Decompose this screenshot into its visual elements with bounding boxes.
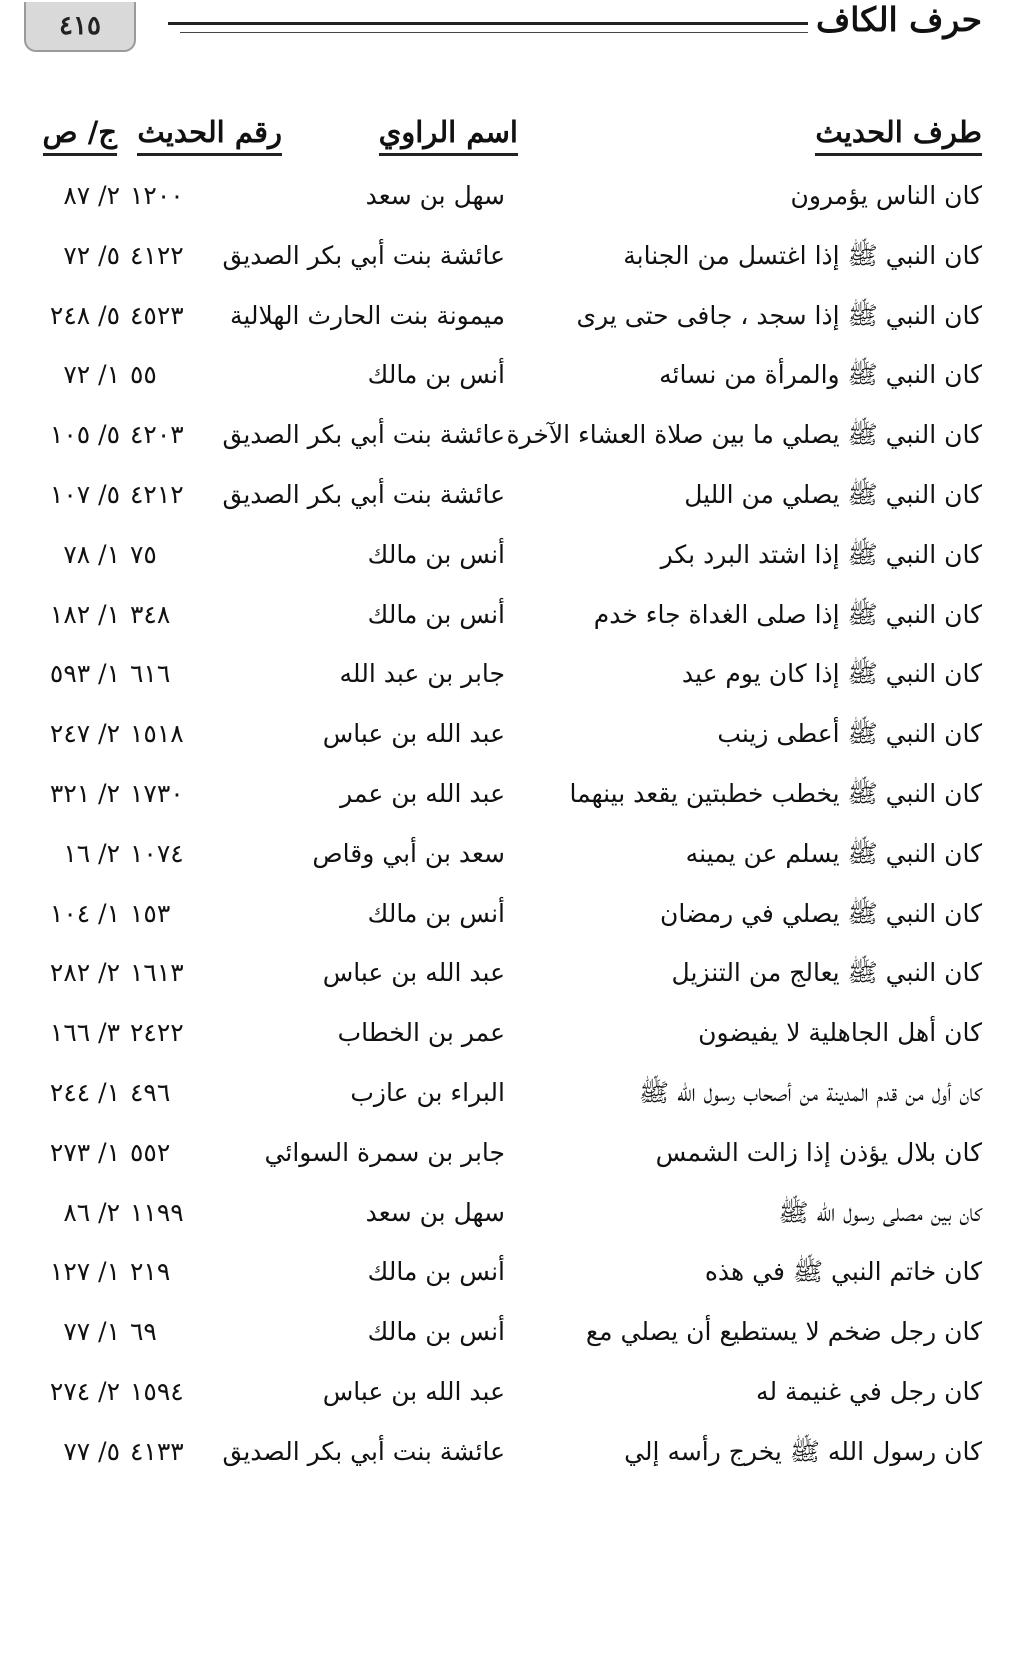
hadith-text: كان النبي ﷺ يعالج من التنزيل — [671, 958, 982, 988]
table-row — [0, 226, 1010, 286]
volume-page-ref: ٥/ ٢٤٨ — [49, 300, 120, 330]
table-row — [0, 525, 1010, 585]
chapter-title: حرف الكاف — [815, 0, 982, 39]
hadith-text: كان أهل الجاهلية لا يفيضون — [698, 1018, 982, 1048]
narrator-name: أنس بن مالك — [367, 539, 505, 569]
hadith-text: كان رجل في غنيمة له — [756, 1376, 982, 1406]
hadith-text: كان بين مصلى رسول الله ﷺ — [778, 1197, 982, 1227]
narrator-name: عائشة بنت أبي بكر الصديق — [222, 1436, 505, 1466]
table-row — [0, 704, 1010, 764]
page-number-badge — [24, 2, 136, 52]
hadith-number: ١٧٣٠ — [130, 778, 184, 808]
hadith-text: كان بلال يؤذن إذا زالت الشمس — [655, 1137, 982, 1167]
hadith-text: كان رجل ضخم لا يستطيع أن يصلي مع — [585, 1317, 982, 1347]
volume-page-ref: ٥/ ٧٢ — [63, 240, 120, 270]
volume-page-ref: ١/ ١٨٢ — [49, 599, 120, 629]
narrator-name: ميمونة بنت الحارث الهلالية — [229, 300, 505, 330]
table-row — [0, 644, 1010, 704]
volume-page-ref: ٢/ ٢٤٧ — [49, 719, 120, 749]
volume-page-ref: ٢/ ١٦ — [63, 838, 120, 868]
hadith-text: كان النبي ﷺ إذا اغتسل من الجنابة — [623, 240, 982, 270]
volume-page-ref: ٢/ ٢٨٢ — [49, 958, 120, 988]
hadith-number: ٥٥٢ — [130, 1137, 171, 1167]
hadith-number: ٤٥٢٣ — [130, 300, 184, 330]
hadith-text: كان النبي ﷺ إذا سجد ، جافى حتى يرى — [576, 300, 982, 330]
hadith-number: ٤٩٦ — [130, 1077, 171, 1107]
hadith-number: ١٠٧٤ — [130, 838, 184, 868]
narrator-name: عائشة بنت أبي بكر الصديق — [222, 479, 505, 509]
hadith-index-table — [0, 166, 1010, 1482]
volume-page-ref: ٢/ ٨٦ — [63, 1197, 120, 1227]
table-row — [0, 286, 1010, 346]
narrator-name: أنس بن مالك — [367, 360, 505, 390]
hadith-number: ٤٢١٢ — [130, 479, 184, 509]
hadith-number: ٢١٩ — [130, 1257, 171, 1287]
table-row — [0, 1123, 1010, 1183]
table-row — [0, 465, 1010, 525]
hadith-number: ١٥٩٤ — [130, 1376, 184, 1406]
narrator-name: البراء بن عازب — [350, 1077, 505, 1107]
volume-page-ref: ١/ ١٠٤ — [49, 898, 120, 928]
header-rule-thin — [180, 32, 808, 33]
volume-page-ref: ١/ ٥٩٣ — [49, 659, 120, 689]
hadith-number: ٧٥ — [130, 539, 157, 569]
table-row — [0, 943, 1010, 1003]
narrator-name: عبد الله بن عباس — [322, 958, 505, 988]
volume-page-ref: ٢/ ٢٧٤ — [49, 1376, 120, 1406]
volume-page-ref: ١/ ٢٧٣ — [49, 1137, 120, 1167]
hadith-number: ٥٥ — [130, 360, 157, 390]
narrator-name: جابر بن عبد الله — [339, 659, 505, 689]
table-row — [0, 884, 1010, 944]
narrator-name: عمر بن الخطاب — [337, 1018, 505, 1048]
column-header-ref: ج/ ص — [43, 115, 117, 156]
hadith-text: كان النبي ﷺ يخطب خطبتين يقعد بينهما — [569, 778, 982, 808]
hadith-number: ٤٢٠٣ — [130, 420, 184, 450]
table-row — [0, 1242, 1010, 1302]
narrator-name: سهل بن سعد — [365, 1197, 505, 1227]
table-row — [0, 166, 1010, 226]
column-header-number: رقم الحديث — [137, 115, 282, 156]
table-row — [0, 1302, 1010, 1362]
table-row — [0, 585, 1010, 645]
narrator-name: عبد الله بن عباس — [322, 1376, 505, 1406]
hadith-number: ١٥١٨ — [130, 719, 184, 749]
header-rule — [168, 22, 808, 25]
volume-page-ref: ١/ ٢٤٤ — [49, 1077, 120, 1107]
table-row — [0, 1422, 1010, 1482]
page-number: ٤١٥ — [59, 11, 101, 41]
table-row — [0, 824, 1010, 884]
hadith-text: كان النبي ﷺ والمرأة من نسائه — [659, 360, 982, 390]
narrator-name: أنس بن مالك — [367, 1317, 505, 1347]
volume-page-ref: ٢/ ٣٢١ — [49, 778, 120, 808]
volume-page-ref: ١/ ٧٢ — [63, 360, 120, 390]
hadith-number: ٢٤٢٢ — [130, 1018, 184, 1048]
table-row — [0, 1362, 1010, 1422]
hadith-number: ٦١٦ — [130, 659, 171, 689]
table-row — [0, 405, 1010, 465]
table-row — [0, 1063, 1010, 1123]
hadith-number: ٤١٣٣ — [130, 1436, 184, 1466]
volume-page-ref: ٢/ ٨٧ — [63, 181, 120, 210]
hadith-number: ١٦١٣ — [130, 958, 184, 988]
hadith-text: كان خاتم النبي ﷺ في هذه — [704, 1257, 982, 1287]
volume-page-ref: ١/ ٧٨ — [63, 539, 120, 569]
hadith-text: كان النبي ﷺ يصلي من الليل — [684, 479, 982, 509]
narrator-name: عبد الله بن عباس — [322, 719, 505, 749]
column-header-narrator: اسم الراوي — [379, 115, 518, 156]
narrator-name: عبد الله بن عمر — [340, 778, 505, 808]
hadith-number: ١٥٣ — [130, 898, 171, 928]
hadith-text: كان الناس يؤمرون — [790, 181, 982, 210]
table-header — [0, 96, 1010, 162]
volume-page-ref: ٥/ ٧٧ — [63, 1436, 120, 1466]
narrator-name: عائشة بنت أبي بكر الصديق — [222, 420, 505, 450]
narrator-name: عائشة بنت أبي بكر الصديق — [222, 240, 505, 270]
narrator-name: سهل بن سعد — [365, 181, 505, 210]
volume-page-ref: ٣/ ١٦٦ — [49, 1018, 120, 1048]
hadith-text: كان النبي ﷺ يصلي في رمضان — [660, 898, 982, 928]
hadith-number: ٤١٢٢ — [130, 240, 184, 270]
narrator-name: أنس بن مالك — [367, 898, 505, 928]
narrator-name: جابر بن سمرة السوائي — [264, 1137, 505, 1167]
volume-page-ref: ٥/ ١٠٧ — [49, 479, 120, 509]
hadith-text: كان رسول الله ﷺ يخرج رأسه إلي — [624, 1436, 982, 1466]
hadith-text: كان النبي ﷺ إذا صلى الغداة جاء خدم — [593, 599, 982, 629]
hadith-text: كان النبي ﷺ يصلي ما بين صلاة العشاء الآخرة — [506, 420, 982, 450]
volume-page-ref: ٥/ ١٠٥ — [49, 420, 120, 450]
narrator-name: سعد بن أبي وقاص — [312, 838, 505, 868]
table-row — [0, 1003, 1010, 1063]
hadith-text: كان أول من قدم المدينة من أصحاب رسول الله ﷺ — [638, 1077, 982, 1107]
hadith-number: ١١٩٩ — [130, 1197, 184, 1227]
hadith-text: كان النبي ﷺ إذا كان يوم عيد — [681, 659, 982, 689]
hadith-text: كان النبي ﷺ يسلم عن يمينه — [685, 838, 982, 868]
hadith-text: كان النبي ﷺ إذا اشتد البرد بكر — [660, 539, 982, 569]
hadith-text: كان النبي ﷺ أعطى زينب — [717, 719, 982, 749]
volume-page-ref: ١/ ٧٧ — [63, 1317, 120, 1347]
narrator-name: أنس بن مالك — [367, 599, 505, 629]
hadith-number: ١٢٠٠ — [130, 181, 184, 210]
hadith-number: ٦٩ — [130, 1317, 157, 1347]
table-row — [0, 1183, 1010, 1243]
narrator-name: أنس بن مالك — [367, 1257, 505, 1287]
table-row — [0, 764, 1010, 824]
table-row — [0, 345, 1010, 405]
hadith-number: ٣٤٨ — [130, 599, 171, 629]
column-header-hadith: طرف الحديث — [815, 115, 982, 156]
volume-page-ref: ١/ ١٢٧ — [49, 1257, 120, 1287]
